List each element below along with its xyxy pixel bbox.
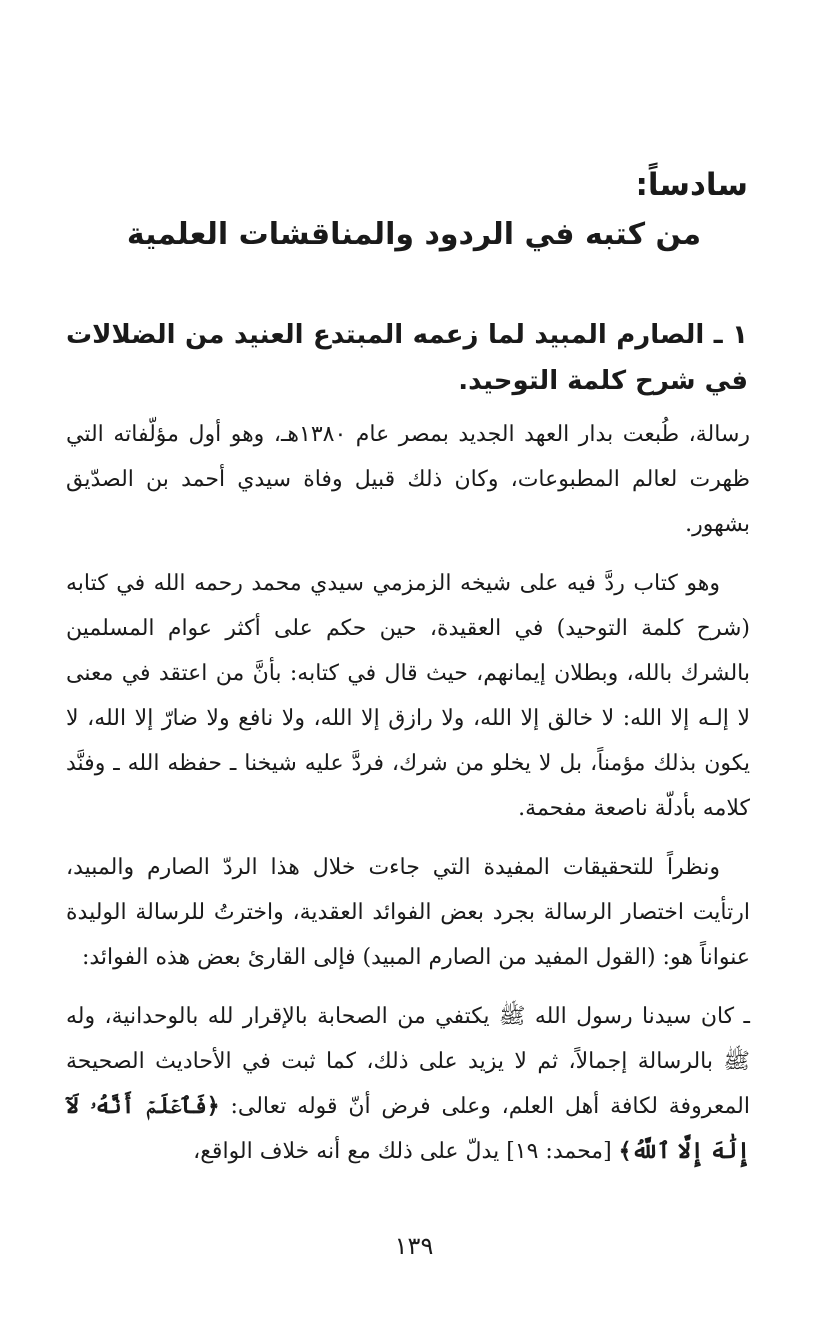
paragraph-2: وهو كتاب ردَّ فيه على شيخه الزمزمي سيدي محمد رحمه الله في كتابه (شرح كلمة التوحيد) في العقيدة، حين حكم على أكثر عوام المسلمين بالشرك بالله، وبطلان إيمانهم، حيث قال في كتابه: بأنَّ من اعتقد في معنى لا إلـه إلا الله: لا خالق إلا الله، ولا رازق إلا الله، ولا نافع ولا ضارّ إلا الله، لا يكون بذلك مؤمناً، بل لا يخلو من شرك، فردَّ عليه شيخنا ـ حفظه الله ـ وفنَّد كلامه بأدلّة ناصعة مفحمة.	[66, 571, 750, 821]
paragraph-4	[66, 994, 750, 1174]
section-label: سادساً:	[635, 167, 748, 203]
quran-quote: ﴿فَٱعۡلَمۡ أَنَّهُۥ لَآ إِلَٰهَ إِلَّا ٱللَّهُ﴾	[66, 1093, 750, 1164]
section-title: من كتبه في الردود والمناقشات العلمية	[126, 217, 702, 252]
paragraph-4-text-before: ـ كان سيدنا رسول الله ﷺ يكتفي من الصحابة بالإقرار لله بالوحدانية، وله ﷺ بالرسالة إجمالاً، ثم لا يزيد على ذلك، كما ثبت في الأحاديث الصحيحة المعروفة لكافة أهل العلم، وعلى فرض أنّ قوله تعالى:	[66, 1004, 750, 1119]
paragraph-1: رسالة، طُبعت بدار العهد الجديد بمصر عام ١٣٨٠هـ، وهو أول مؤلّفاته التي ظهرت لعالم المطبوعات، وكان ذلك قبيل وفاة سيدي أحمد بن الصدّيق بشهور.	[66, 422, 750, 537]
paragraph-3: ونظراً للتحقيقات المفيدة التي جاءت خلال هذا الردّ الصارم والمبيد، ارتأيت اختصار الرسالة بجرد بعض الفوائد العقدية، واخترتُ للرسالة الوليدة عنواناً هو: (القول المفيد من الصارم المبيد) فإلى القارئ بعض هذه الفوائد:	[66, 855, 750, 970]
paragraph-4-text-after: [محمد: ١٩] يدلّ على ذلك مع أنه خلاف الواقع،	[193, 1139, 619, 1164]
page-number: ١٣٩	[394, 1232, 434, 1260]
item-title: ١ ـ الصارم المبيد لما زعمه المبتدع العنيد من الضلالات في شرح كلمة التوحيد.	[66, 320, 748, 396]
page-body	[66, 412, 750, 1188]
